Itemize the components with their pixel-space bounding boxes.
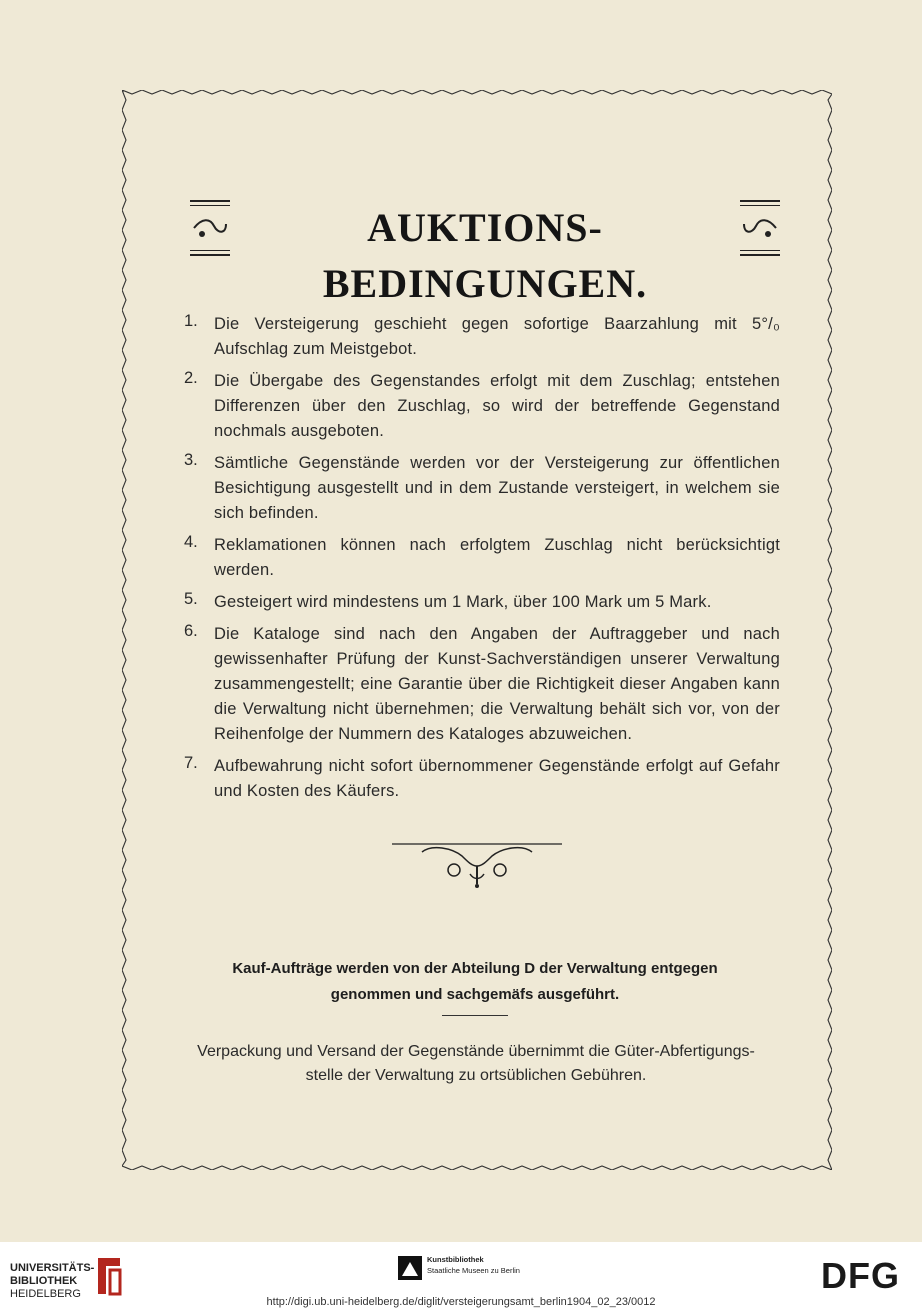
purchase-orders-note: [180, 956, 770, 1008]
condition-text: Aufbewahrung nicht sofort übernommener Gegenstände erfolgt auf Gefahr und Kosten des Käufers.: [214, 757, 780, 800]
separator-rule: [442, 1015, 508, 1016]
condition-item: [180, 369, 780, 444]
condition-item: [180, 590, 780, 615]
condition-number: 2.: [184, 369, 198, 387]
condition-item: [180, 451, 780, 526]
shipping-line-2: stelle der Verwaltung zu ortsüblichen Gebühren.: [305, 1067, 647, 1084]
right-flourish-icon: [742, 214, 778, 242]
shipping-line-1: Verpackung und Versand der Gegenstände übernimmt die Güter-Abfertigungs-: [197, 1043, 755, 1060]
uni-line-2: BIBLIOTHEK: [10, 1275, 78, 1287]
condition-item: [180, 622, 780, 747]
condition-text: Die Übergabe des Gegenstandes erfolgt mit dem Zuschlag; entstehen Differenzen über den Zuschlag, so wird der betreffende Gegenstand nochmals ausgeboten.: [214, 372, 780, 440]
kb-line-2: Staatliche Museen zu Berlin: [427, 1266, 520, 1275]
condition-item: [180, 754, 780, 804]
condition-number: 5.: [184, 590, 198, 608]
condition-text: Gesteigert wird mindestens um 1 Mark, über 100 Mark um 5 Mark.: [214, 593, 712, 611]
dfg-logo[interactable]: DFG: [821, 1255, 900, 1296]
kb-line-1: Kunstbibliothek: [427, 1255, 484, 1264]
purchase-orders-line-1: Kauf-Aufträge werden von der Abteilung D der Verwaltung entgegen: [232, 960, 718, 977]
condition-text: Reklamationen können nach erfolgtem Zuschlag nicht berücksichtigt werden.: [214, 536, 780, 579]
uni-line-1: UNIVERSITÄTS-: [10, 1262, 95, 1274]
shipping-note: [166, 1040, 786, 1088]
page-title: AUKTIONS-BEDINGUNGEN.: [230, 200, 740, 256]
title-banner: [190, 196, 780, 306]
condition-number: 4.: [184, 533, 198, 551]
conditions-list: [180, 312, 780, 811]
condition-item: [180, 533, 780, 583]
condition-item: [180, 312, 780, 362]
uni-line-3: HEIDELBERG: [10, 1288, 81, 1300]
condition-text: Sämtliche Gegenstände werden vor der Versteigerung zur öffentlichen Besichtigung ausgestellt und in dem Zustande versteigert, in welchem sie sich befinden.: [214, 454, 780, 522]
kunstbibliothek-logo-icon: [398, 1256, 422, 1280]
condition-number: 1.: [184, 312, 198, 330]
condition-number: 3.: [184, 451, 198, 469]
purchase-orders-line-2: genommen und sachgemäfs ausgeführt.: [330, 986, 620, 1003]
permalink-url[interactable]: http://digi.ub.uni-heidelberg.de/diglit/versteigerungsamt_berlin1904_02_23/0012: [266, 1296, 656, 1308]
condition-number: 7.: [184, 754, 198, 772]
ornament-icon: [392, 840, 562, 890]
condition-number: 6.: [184, 622, 198, 640]
library-emblem-icon: [94, 1254, 124, 1298]
condition-text: Die Versteigerung geschieht gegen sofortige Baarzahlung mit 5°/₀ Aufschlag zum Meistgebot.: [214, 315, 780, 358]
kunstbibliothek-label: [427, 1254, 520, 1276]
condition-text: Die Kataloge sind nach den Angaben der Auftraggeber und nach gewissenhafter Prüfung der Kunst-Sachverständigen unserer Verwaltung zusammengestellt; eine Garantie über die Richtigkeit dieser Angaben kann die Verwaltung nicht übernehmen; die Verwaltung behält sich vor, von der Reihenfolge der Nummern des Kataloges abzuweichen.: [214, 625, 780, 743]
left-flourish-icon: [192, 214, 228, 242]
